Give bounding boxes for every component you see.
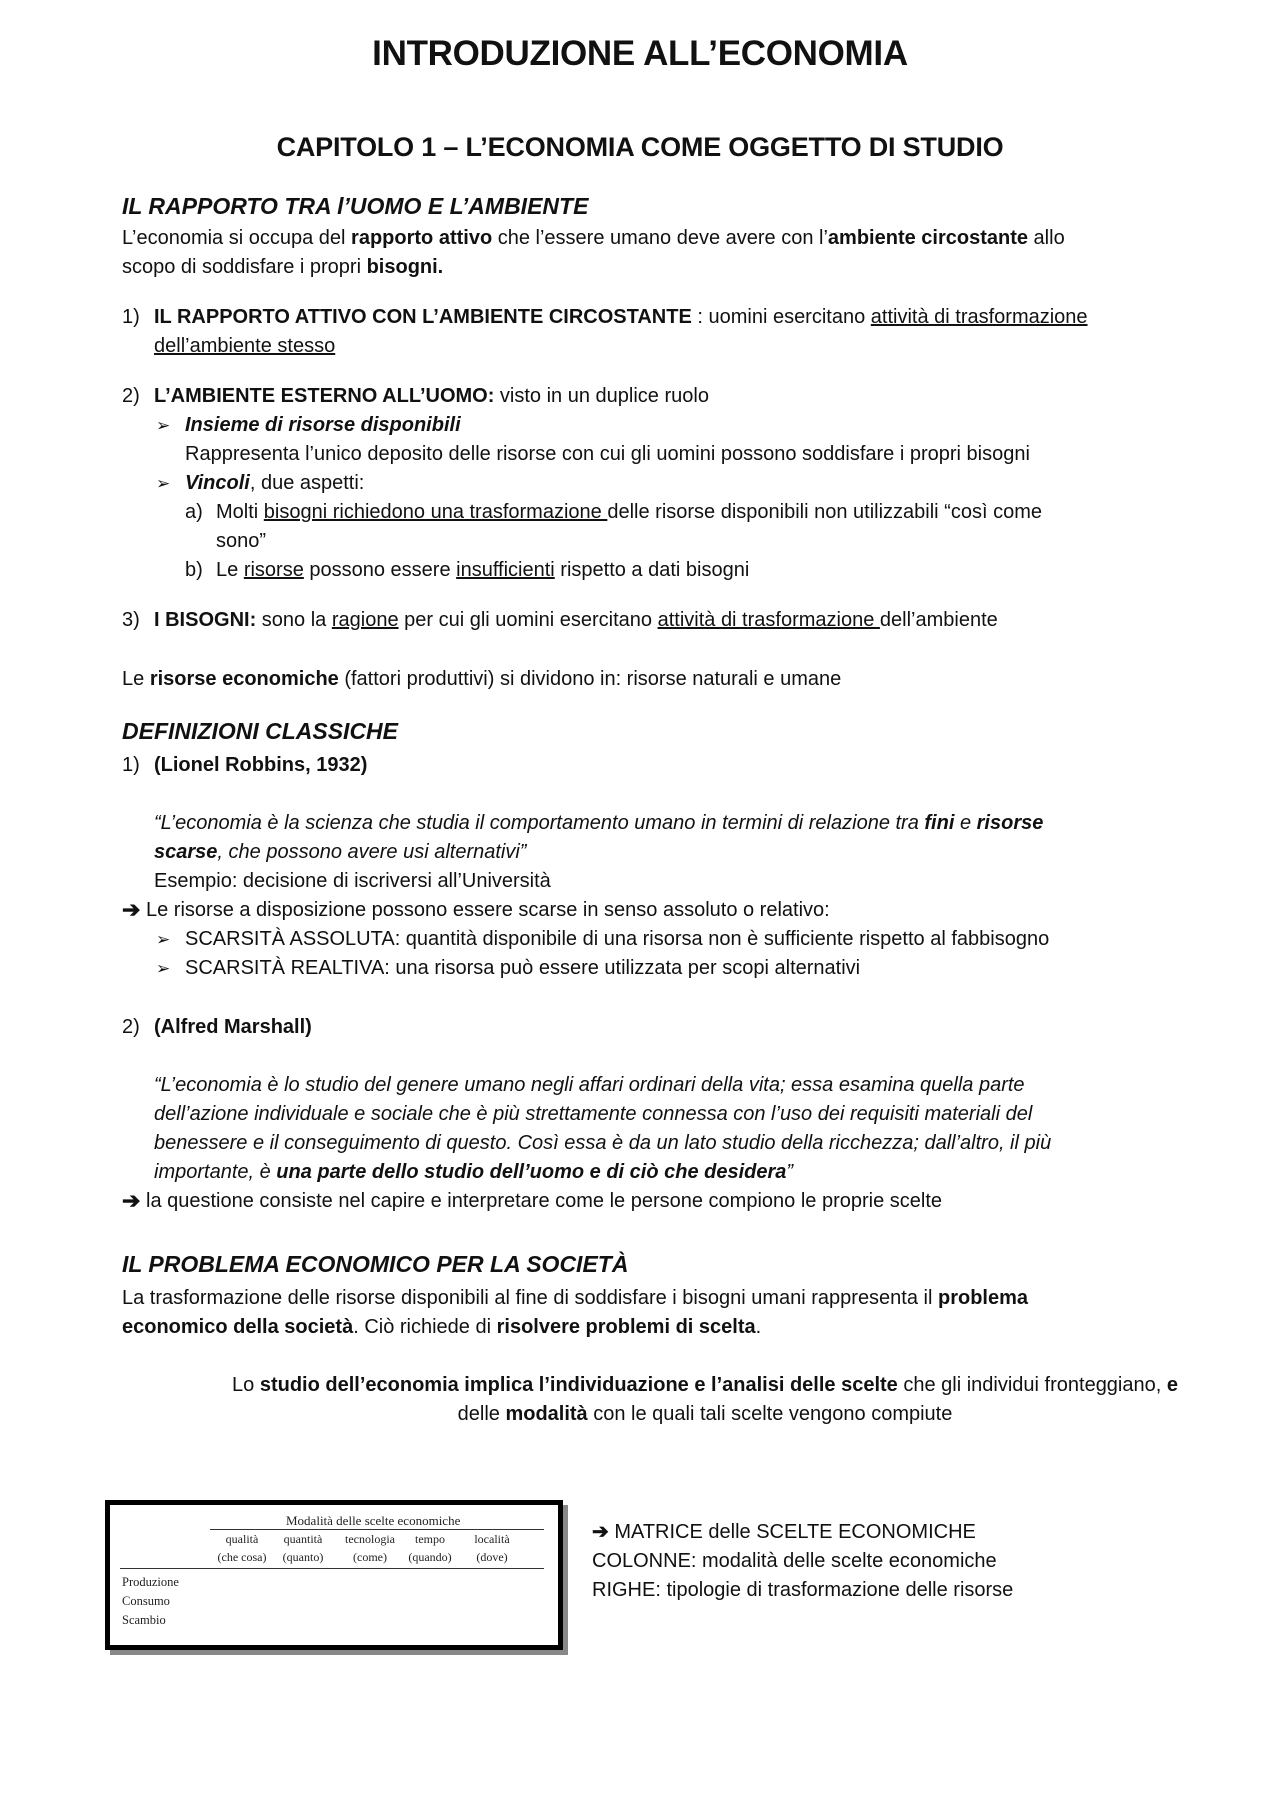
matrix-row-produzione: Produzione <box>122 1575 179 1589</box>
matrix-rule-top <box>210 1529 544 1530</box>
section-heading-rapporto: IL RAPPORTO TRA l’UOMO E L’AMBIENTE <box>122 193 589 219</box>
list-number-3: 3) <box>122 609 140 631</box>
matrix-note-2: COLONNE: modalità delle scelte economiche <box>592 1550 997 1572</box>
arrow-bullet-icon: ➢ <box>156 930 171 949</box>
marshall-quote-line-4: importante, è una parte dello studio dell’uomo e di ciò che desidera” <box>154 1161 794 1183</box>
list-number-2: 2) <box>122 385 140 407</box>
matrix-col-localita: località <box>474 1532 510 1546</box>
robbins-quote-line-2: scarse, che possono avere usi alternativi” <box>154 841 527 863</box>
list-number-1: 1) <box>122 306 140 328</box>
scarsita-arrow-line: Le risorse a disposizione possono essere scarse in senso assoluto o relativo: <box>146 899 830 921</box>
intro-line-2: scopo di soddisfare i propri bisogni. <box>122 256 444 278</box>
arrow-right-icon: ➔ <box>122 1188 141 1213</box>
arrow-right-icon: ➔ <box>592 1521 609 1543</box>
arrow-bullet-icon: ➢ <box>156 474 171 493</box>
arrow-bullet-icon: ➢ <box>156 959 171 978</box>
definition-author-robbins: (Lionel Robbins, 1932) <box>154 754 368 776</box>
matrix-col-tecnologia-sub: (come) <box>353 1550 387 1564</box>
bullet-risorse-text: Rappresenta l’unico deposito delle risorse con cui gli uomini possono soddisfare i propri bisogni <box>185 443 1030 465</box>
marshall-quote-line-1: “L’economia è lo studio del genere umano negli affari ordinari della vita; essa esamina quella parte <box>154 1074 1025 1096</box>
matrix-row-scambio: Scambio <box>122 1613 166 1627</box>
arrow-bullet-icon: ➢ <box>156 416 171 435</box>
sublist-label-a: a) <box>185 501 203 523</box>
definition-number-2: 2) <box>122 1016 140 1038</box>
sublist-item-a: Molti bisogni richiedono una trasformazione delle risorse disponibili non utilizzabili “così come <box>216 501 1042 523</box>
list-item-2: L’AMBIENTE ESTERNO ALL’UOMO: visto in un duplice ruolo <box>154 385 709 407</box>
chapter-title: CAPITOLO 1 – L’ECONOMIA COME OGGETTO DI STUDIO <box>276 132 1004 162</box>
matrix-col-qualita: qualità <box>225 1532 259 1546</box>
section-heading-problema: IL PROBLEMA ECONOMICO PER LA SOCIETÀ <box>122 1251 629 1277</box>
scarsita-assoluta: SCARSITÀ ASSOLUTA: quantità disponibile di una risorsa non è sufficiente rispetto al fabbisogno <box>185 928 1050 950</box>
matrix-notes <box>592 1518 1013 1605</box>
matrix-col-quantita: quantità <box>283 1532 323 1546</box>
scarsita-relativa: SCARSITÀ REALTIVA: una risorsa può essere utilizzata per scopi alternativi <box>185 957 861 979</box>
marshall-quote-line-2: dell’azione individuale e sociale che è più strettamente connessa con l’uso dei requisiti materiali del <box>154 1103 1033 1125</box>
sublist-item-b: Le risorse possono essere insufficienti rispetto a dati bisogni <box>216 559 750 581</box>
bullet-risorse-title: Insieme di risorse disponibili <box>185 414 461 436</box>
matrix-col-tecnologia: tecnologia <box>345 1532 395 1546</box>
definition-author-marshall: (Alfred Marshall) <box>154 1016 312 1038</box>
marshall-quote-line-3: benessere e il conseguimento di questo. Così essa è da un lato studio della ricchezza; dall’altro, il più <box>154 1132 1052 1154</box>
list-item-3: I BISOGNI: sono la ragione per cui gli uomini esercitano attività di trasformazione dell’ambiente <box>154 609 998 631</box>
matrix-col-quantita-sub: (quanto) <box>282 1550 324 1564</box>
studio-line-1: Lo studio dell’economia implica l’individuazione e l’analisi delle scelte che gli individui fronteggiano, e <box>232 1374 1178 1396</box>
matrix-col-tempo: tempo <box>415 1532 445 1546</box>
problema-line-2: economico della società. Ciò richiede di risolvere problemi di scelta. <box>122 1316 762 1338</box>
matrix-col-localita-sub: (dove) <box>476 1550 508 1564</box>
intro-line-1: L’economia si occupa del rapporto attivo che l’essere umano deve avere con l’ambiente circostante allo <box>122 227 1065 249</box>
robbins-example: Esempio: decisione di iscriversi all’Università <box>154 870 551 892</box>
questione-arrow-line: la questione consiste nel capire e interpretare come le persone compiono le proprie scelte <box>146 1190 943 1212</box>
problema-line-1: La trasformazione delle risorse disponibili al fine di soddisfare i bisogni umani rappresenta il problema <box>122 1287 1029 1309</box>
studio-line-2: delle modalità con le quali tali scelte vengono compiute <box>457 1403 953 1425</box>
matrix-note-1: ➔ MATRICE delle SCELTE ECONOMICHE <box>592 1521 976 1543</box>
bullet-vincoli: Vincoli, due aspetti: <box>185 472 365 494</box>
matrix-figure <box>105 1500 563 1650</box>
risorse-economiche-line: Le risorse economiche (fattori produttivi) si dividono in: risorse naturali e umane <box>122 668 842 690</box>
section-heading-definizioni: DEFINIZIONI CLASSICHE <box>122 718 399 744</box>
matrix-col-tempo-sub: (quando) <box>408 1550 452 1564</box>
matrix-title: Modalità delle scelte economiche <box>286 1513 461 1528</box>
definition-number-1: 1) <box>122 754 140 776</box>
list-item-1-cont: dell’ambiente stesso <box>154 335 336 357</box>
matrix-rule-header <box>120 1568 544 1569</box>
sublist-item-a-cont: sono” <box>216 530 267 552</box>
robbins-quote-line-1: “L’economia è la scienza che studia il comportamento umano in termini di relazione tra fini e risorse <box>154 812 1044 834</box>
sublist-label-b: b) <box>185 559 203 581</box>
list-item-1: IL RAPPORTO ATTIVO CON L’AMBIENTE CIRCOSTANTE : uomini esercitano attività di trasformazione <box>154 306 1088 328</box>
matrix-row-consumo: Consumo <box>122 1594 170 1608</box>
matrix-col-qualita-sub: (che cosa) <box>217 1550 267 1564</box>
arrow-right-icon: ➔ <box>122 897 141 922</box>
document-title: INTRODUZIONE ALL’ECONOMIA <box>372 34 908 73</box>
matrix-note-3: RIGHE: tipologie di trasformazione delle risorse <box>592 1579 1014 1601</box>
